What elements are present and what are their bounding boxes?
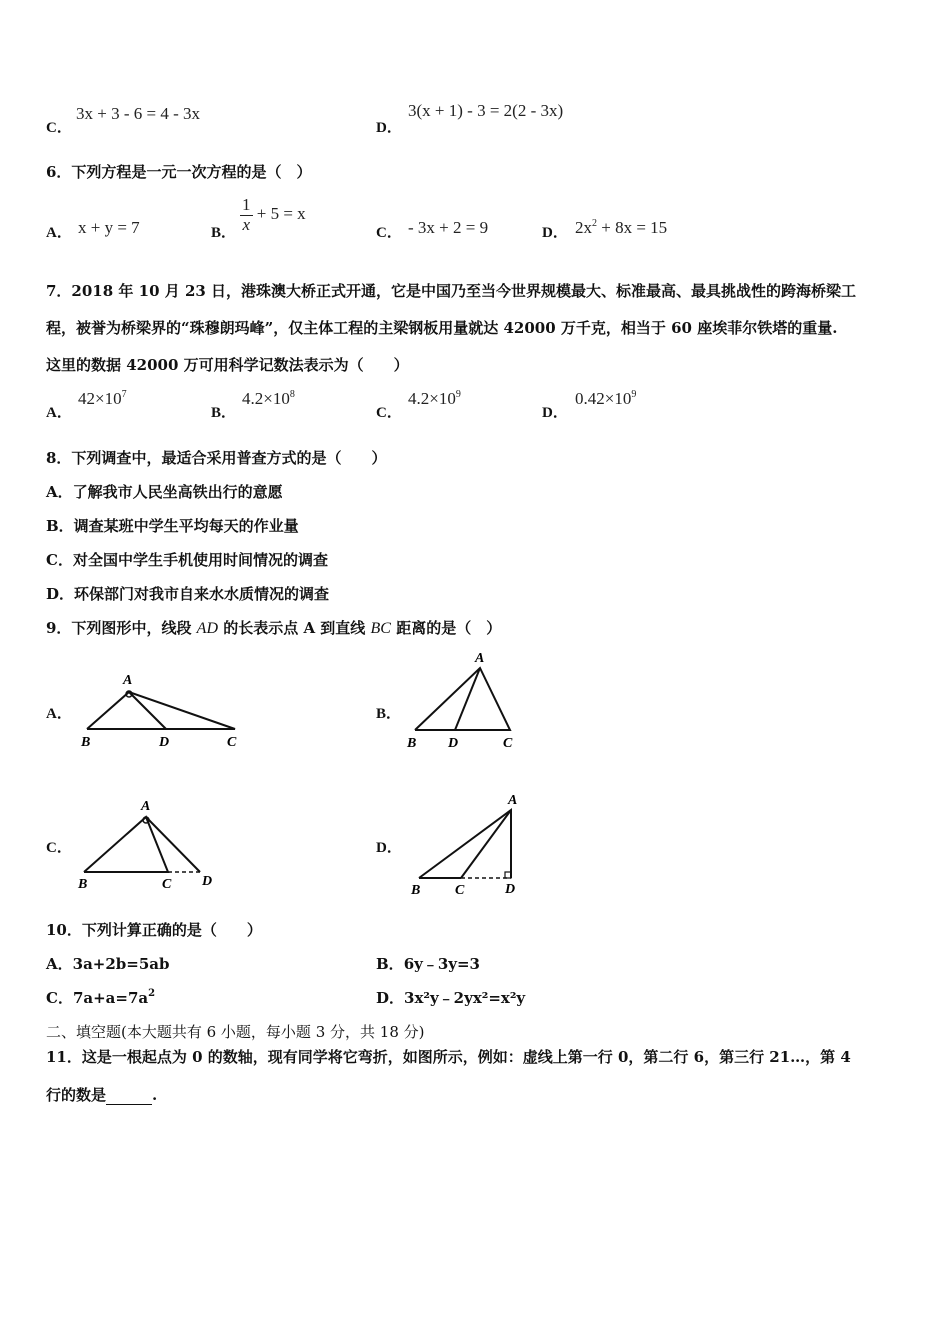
q7-a-label: A． [46, 405, 72, 421]
q9-figure-b [400, 648, 530, 753]
q7-c-label: C． [376, 405, 402, 421]
q10-option-d: D．3x²y﹣2yx²=x²y [376, 989, 526, 1007]
q11-line-2: 行的数是 . [46, 1086, 158, 1104]
q7-line-1: 7．2018 年 10 月 23 日，港珠澳大桥正式开通，它是中国乃至当今世界规模最大、标准最高、最具挑战性的跨海桥梁工 [46, 282, 857, 300]
fig-b-point-a: A [475, 651, 485, 666]
q6-a-expr: x + y = 7 [78, 218, 140, 237]
fig-b-point-c: C [503, 736, 513, 751]
q9-figure-d [405, 788, 535, 900]
fig-a-point-a: A [123, 673, 133, 688]
q10-option-c: C．$7a+a=7a^2$ [46, 988, 156, 1007]
q9-b-label: B． [376, 706, 402, 722]
fig-a-point-c: C [227, 735, 237, 750]
q9-d-label: D． [376, 840, 402, 856]
q7-d-expr: $0.42\times 10^9$ [575, 389, 637, 408]
q11-answer-blank[interactable] [106, 1090, 152, 1105]
q7-d-label: D． [542, 405, 568, 421]
fig-b-point-d: D [448, 736, 459, 751]
q7-a-expr: $42\times 10^7$ [78, 389, 127, 408]
q10-option-a: A．3a+2b=5ab [46, 955, 170, 973]
q6-stem: 6．下列方程是一元一次方程的是（ ） [46, 163, 312, 181]
fig-b-point-b: B [407, 736, 417, 751]
q6-d-label: D． [542, 225, 568, 241]
q9-stem: 9．下列图形中，线段 AD 的长表示点 A 到直线 BC 距离的是（ ） [46, 619, 502, 637]
q6-d-expr: $2x^2 + 8x = 15$ [575, 218, 668, 237]
q6-c-label: C． [376, 225, 402, 241]
fig-d-point-a: A [508, 793, 518, 808]
fig-c-point-c: C [162, 877, 172, 892]
q6-c-expr: - 3x + 2 = 9 [408, 218, 489, 237]
q8-option-a: A．了解我市人民坐高铁出行的意愿 [46, 483, 283, 501]
q6-a-label: A． [46, 225, 72, 241]
fig-d-point-b: B [411, 883, 421, 898]
q8-stem: 8．下列调查中，最适合采用普查方式的是（ ） [46, 449, 387, 467]
fig-c-point-d: D [202, 874, 213, 889]
fig-a-point-b: B [81, 735, 91, 750]
q8-option-b: B．调查某班中学生平均每天的作业量 [46, 517, 299, 535]
q6-b-expr: $\frac{1}{x}$ + 5 = x [242, 195, 306, 234]
q9-a-label: A． [46, 706, 72, 722]
q9-figure-a [70, 668, 250, 753]
q5-option-c-expr: 3x + 3 - 6 = 4 - 3x [76, 104, 200, 123]
fig-c-point-b: B [78, 877, 88, 892]
q7-c-expr: $4.2\times 10^9$ [408, 389, 461, 408]
q9-c-label: C． [46, 840, 72, 856]
q8-option-d: D．环保部门对我市自来水水质情况的调查 [46, 585, 330, 603]
q5-option-c-label: C． [46, 120, 72, 136]
q5-option-d-label: D． [376, 120, 402, 136]
q7-line-2: 程，被誉为桥梁界的“珠穆朗玛峰”，仅主体工程的主梁钢板用量就达 42000 万千克，相当于 60 座埃菲尔铁塔的重量. [46, 319, 838, 337]
fig-d-point-c: C [455, 883, 465, 898]
fig-c-point-a: A [141, 799, 151, 814]
q9-figure-c [70, 793, 230, 893]
q7-line-3: 这里的数据 42000 万可用科学记数法表示为（ ） [46, 356, 409, 374]
q11-line-1: 11．这是一根起点为 0 的数轴，现有同学将它弯折，如图所示，例如：虚线上第一行 0，第二行 6，第三行 21…，第 4 [46, 1048, 851, 1066]
q5-option-d-expr: 3(x + 1) - 3 = 2(2 - 3x) [408, 101, 564, 120]
q7-b-label: B． [211, 405, 237, 421]
q6-b-fraction: $\frac{1}{x}$ [242, 195, 251, 234]
q10-option-b: B．6y﹣3y=3 [376, 955, 480, 973]
q6-b-label: B． [211, 225, 237, 241]
q7-b-expr: $4.2\times 10^8$ [242, 389, 295, 408]
fig-d-point-d: D [505, 882, 516, 897]
q10-stem: 10．下列计算正确的是（ ） [46, 921, 262, 939]
fig-a-point-d: D [159, 735, 170, 750]
q8-option-c: C．对全国中学生手机使用时间情况的调查 [46, 551, 328, 569]
section-2-title: 二、填空题(本大题共有 6 小题，每小题 3 分，共 18 分) [46, 1023, 425, 1041]
